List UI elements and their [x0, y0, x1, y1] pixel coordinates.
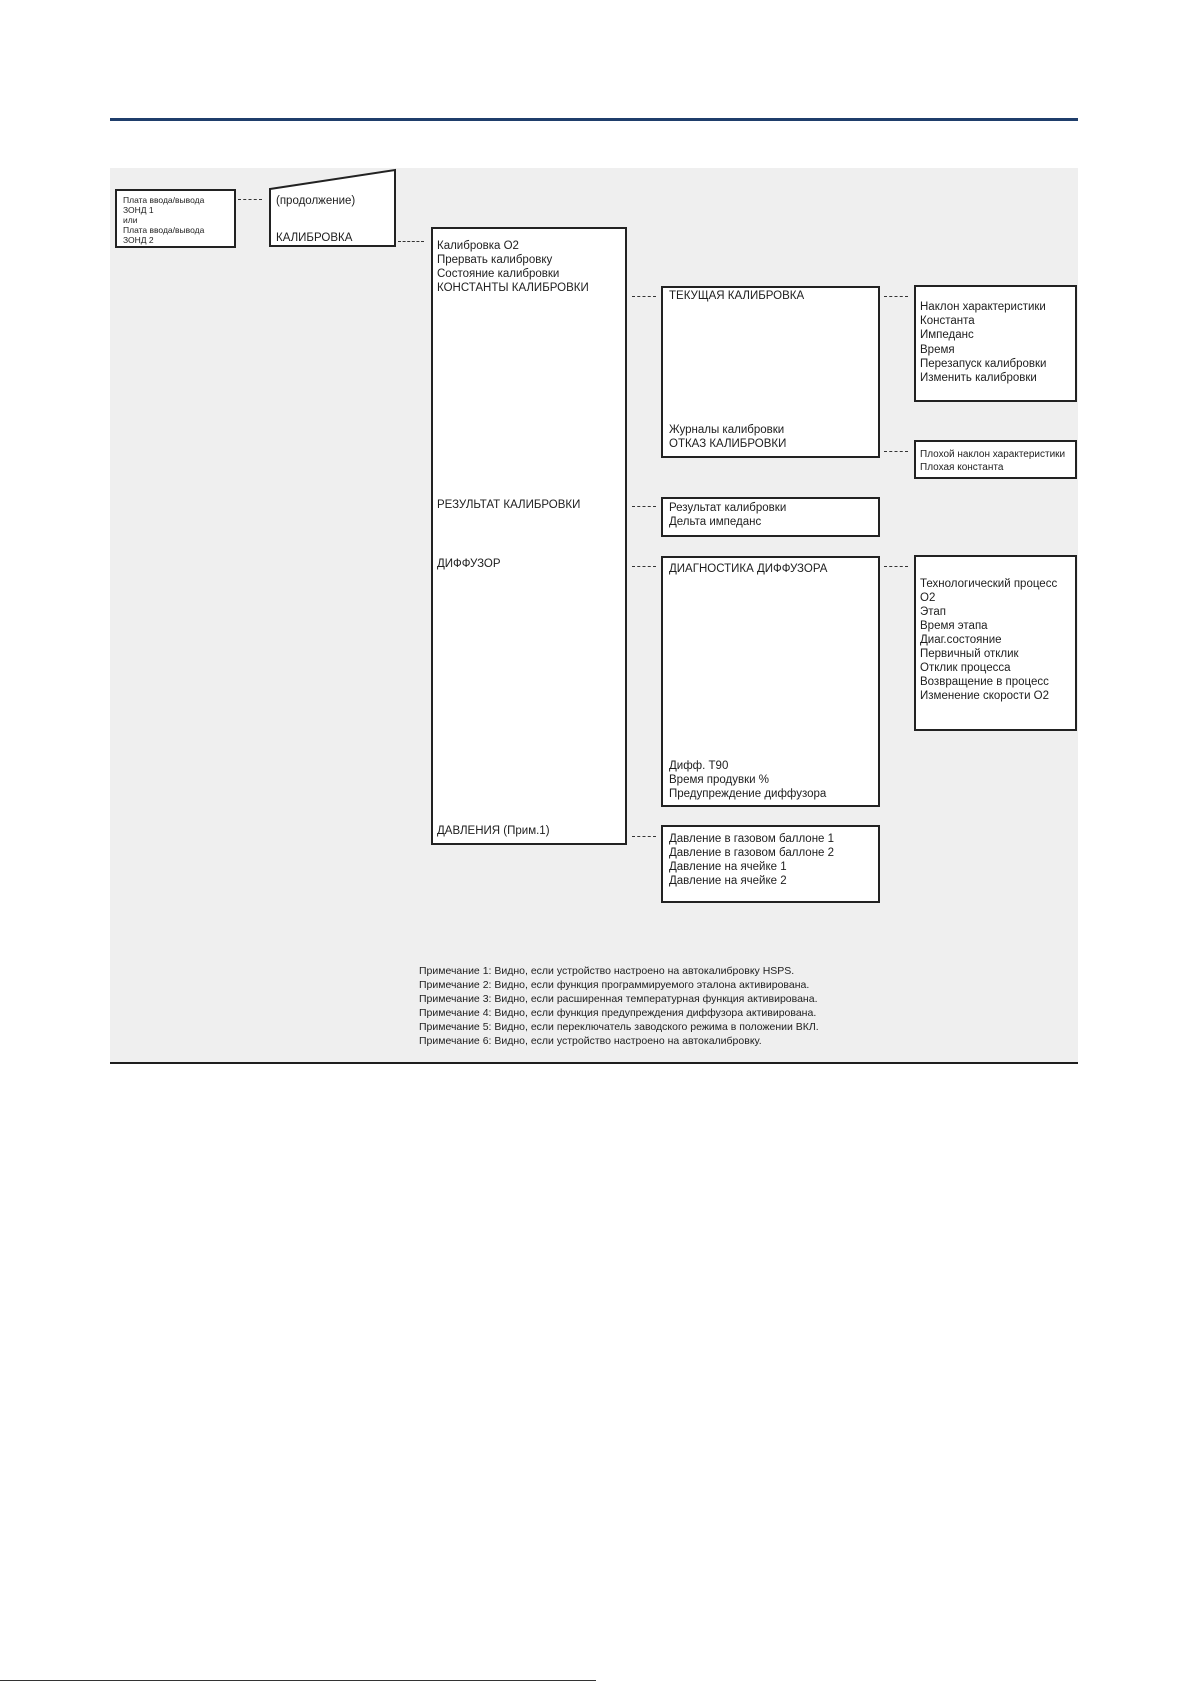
note-4: Примечание 4: Видно, если функция предупреждения диффузора активирована. [419, 1007, 817, 1019]
continuation-title: (продолжение) [276, 195, 356, 207]
diffuser-detail-process-response: Отклик процесса [920, 662, 1011, 674]
connector-constants [632, 296, 656, 297]
diffuser-purge-time: Время продувки % [669, 774, 770, 786]
source-line-1: Плата ввода/вывода [123, 195, 205, 205]
source-line-2: ЗОНД 1 [123, 205, 154, 215]
diffuser-detail-o2-rate-change: Изменение скорости O2 [920, 690, 1050, 702]
page-footer-line [0, 1680, 596, 1681]
diffuser-detail-return-to-process: Возвращение в процесс [920, 676, 1049, 688]
menu-item-diffuser: ДИФФУЗОР [437, 558, 501, 570]
detail-slope: Наклон характеристики [920, 301, 1046, 313]
pressure-details-box [661, 825, 880, 903]
calibration-menu-box [431, 227, 627, 845]
connector-calibration [398, 241, 424, 242]
source-box [115, 189, 236, 248]
note-1: Примечание 1: Видно, если устройство настроено на автокалибровку HSPS. [419, 965, 795, 977]
diffuser-detail-primary-response: Первичный отклик [920, 648, 1019, 660]
diffuser-detail-stage-time: Время этапа [920, 620, 988, 632]
failure-bad-constant: Плохая константа [920, 462, 1004, 473]
note-3: Примечание 3: Видно, если расширенная температурная функция активирована. [419, 993, 818, 1005]
connector-pressures [632, 836, 656, 837]
note-5: Примечание 5: Видно, если переключатель заводского режима в положении ВКЛ. [419, 1021, 819, 1033]
menu-item-calibration-status: Состояние калибровки [437, 268, 560, 280]
menu-item-o2-calibration: Калибровка O2 [437, 240, 519, 252]
menu-item-calibration-constants: КОНСТАНТЫ КАЛИБРОВКИ [437, 282, 589, 294]
result-calibration: Результат калибровки [669, 502, 787, 514]
detail-impedance: Импеданс [920, 329, 974, 341]
calibration-failure: ОТКАЗ КАЛИБРОВКИ [669, 438, 787, 450]
header-rule [110, 118, 1078, 121]
current-calibration-title: ТЕКУЩАЯ КАЛИБРОВКА [669, 290, 805, 302]
result-details-box [661, 497, 880, 537]
detail-restart-calibration: Перезапуск калибровки [920, 358, 1047, 370]
diffuser-detail-stage: Этап [920, 606, 947, 618]
diffuser-details-box [914, 555, 1077, 731]
current-calibration-box [661, 286, 880, 458]
continuation-label: КАЛИБРОВКА [276, 232, 353, 244]
pressure-cylinder-1: Давление в газовом баллоне 1 [669, 833, 835, 845]
failure-bad-slope: Плохой наклон характеристики [920, 449, 1066, 460]
detail-change-calibrations: Изменить калибровки [920, 372, 1037, 384]
diffuser-detail-process: Технологический процесс [920, 578, 1058, 590]
diffuser-diagnostics-box [661, 556, 880, 807]
menu-item-calibration-result: РЕЗУЛЬТАТ КАЛИБРОВКИ [437, 499, 581, 511]
menu-item-pressures: ДАВЛЕНИЯ (Прим.1) [437, 825, 550, 837]
menu-item-abort-calibration: Прервать калибровку [437, 254, 553, 266]
detail-time: Время [920, 344, 955, 356]
connector-calibration-details [884, 296, 908, 297]
diffuser-diagnostics-title: ДИАГНОСТИКА ДИФФУЗОРА [669, 563, 828, 575]
diffuser-detail-diag-state: Диаг.состояние [920, 634, 1002, 646]
diffuser-t90: Дифф. T90 [669, 760, 729, 772]
connector-calibration-failure [884, 451, 908, 452]
calibration-logs: Журналы калибровки [669, 424, 785, 436]
diffuser-detail-o2: O2 [920, 592, 936, 604]
calibration-failure-box [914, 440, 1077, 479]
pressure-cylinder-2: Давление в газовом баллоне 2 [669, 847, 835, 859]
detail-constant: Константа [920, 315, 975, 327]
connector-result [632, 506, 656, 507]
connector-source [238, 199, 262, 200]
diffuser-warning: Предупреждение диффузора [669, 788, 827, 800]
pressure-cell-2: Давление на ячейке 2 [669, 875, 787, 887]
source-line-3: или [123, 215, 138, 225]
source-line-4: Плата ввода/вывода [123, 225, 205, 235]
connector-diffuser [632, 566, 656, 567]
calibration-details-box [914, 285, 1077, 402]
result-delta-impedance: Дельта импеданс [669, 516, 762, 528]
source-line-5: ЗОНД 2 [123, 235, 154, 245]
pressure-cell-1: Давление на ячейке 1 [669, 861, 787, 873]
note-6: Примечание 6: Видно, если устройство настроено на автокалибровку. [419, 1035, 762, 1047]
connector-diffuser-details [884, 566, 908, 567]
footer-rule [110, 1062, 1078, 1064]
note-2: Примечание 2: Видно, если функция программируемого эталона активирована. [419, 979, 810, 991]
